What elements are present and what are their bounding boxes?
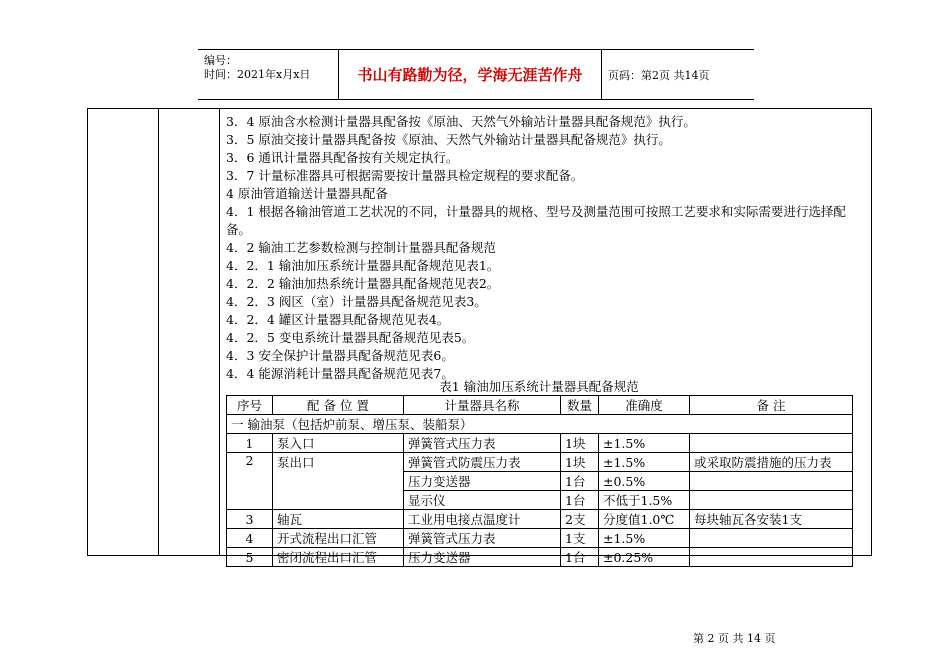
cell-quantity: 1台	[561, 548, 599, 567]
cell-quantity: 1块	[561, 434, 599, 453]
cell-instrument: 工业用电接点温度计	[404, 510, 561, 529]
frame-divider-1	[158, 109, 159, 555]
cell-instrument: 弹簧管式压力表	[404, 529, 561, 548]
paragraph: 3．6 通讯计量器具配备按有关规定执行。	[226, 150, 459, 165]
cell-accuracy: ±1.5%	[599, 529, 690, 548]
col-header-quantity: 数量	[561, 396, 599, 415]
table-title: 表1 输油加压系统计量器具配备规范	[439, 379, 639, 394]
cell-accuracy: 分度值1.0℃	[599, 510, 690, 529]
cell-no: 3	[227, 510, 273, 529]
cell-quantity: 1块	[561, 453, 599, 472]
table-section-row	[227, 415, 853, 434]
equipment-table	[226, 395, 853, 567]
cell-remarks	[690, 491, 853, 510]
section-label: 一 输油泵（包括炉前泵、增压泵、装船泵）	[227, 415, 853, 434]
paragraph: 3．4 原油含水检测计量器具配备按《原油、天然气外输站计量器具配备规范》执行。	[226, 114, 696, 129]
cell-instrument: 压力变送器	[404, 548, 561, 567]
cell-location: 开式流程出口汇管	[273, 529, 404, 548]
table-row	[227, 453, 853, 472]
col-header-remarks: 备 注	[690, 396, 853, 415]
table-header-row	[227, 396, 853, 415]
section-heading: 4 原油管道输送计量器具配备	[226, 186, 388, 201]
paragraph: 4．1 根据各输油管道工艺状况的不同，计量器具的规格、型号及测量范围可按照工艺要求和实际需要进行选择配备。	[226, 204, 846, 237]
cell-remarks	[690, 434, 853, 453]
header-meta	[198, 50, 339, 99]
cell-quantity: 1支	[561, 529, 599, 548]
cell-accuracy: ±1.5%	[599, 453, 690, 472]
cell-remarks	[690, 472, 853, 491]
cell-remarks: 或采取防震措施的压力表	[690, 453, 853, 472]
paragraph: 3．7 计量标准器具可根据需要按计量器具检定规程的要求配备。	[226, 168, 584, 183]
table-row	[227, 529, 853, 548]
paragraph: 4．4 能源消耗计量器具配备规范见表7。	[226, 366, 454, 381]
cell-accuracy: ±1.5%	[599, 434, 690, 453]
cell-quantity: 1台	[561, 472, 599, 491]
cell-location: 密闭流程出口汇管	[273, 548, 404, 567]
header-motto: 书山有路勤为径，学海无涯苦作舟	[339, 50, 602, 99]
paragraph: 4．2．3 阀区（室）计量器具配备规范见表3。	[226, 294, 487, 309]
table-row	[227, 510, 853, 529]
cell-no: 4	[227, 529, 273, 548]
cell-location: 泵出口	[273, 453, 404, 510]
cell-remarks	[690, 529, 853, 548]
col-header-location: 配 备 位 置	[273, 396, 404, 415]
paragraph: 4．2．2 输油加热系统计量器具配备规范见表2。	[226, 276, 500, 291]
cell-no: 1	[227, 434, 273, 453]
paragraph: 4．2．5 变电系统计量器具配备规范见表5。	[226, 330, 475, 345]
cell-instrument: 弹簧管式压力表	[404, 434, 561, 453]
table-row	[227, 434, 853, 453]
cell-remarks: 每块轴瓦各安装1支	[690, 510, 853, 529]
paragraph: 3．5 原油交接计量器具配备按《原油、天然气外输站计量器具配备规范》执行。	[226, 132, 671, 147]
cell-remarks	[690, 548, 853, 567]
page-footer: 第 2 页 共 14 页	[693, 632, 776, 645]
cell-instrument: 显示仪	[404, 491, 561, 510]
cell-accuracy: ±0.5%	[599, 472, 690, 491]
doc-number-label: 编号：	[204, 54, 237, 67]
cell-instrument: 弹簧管式防震压力表	[404, 453, 561, 472]
cell-no: 2	[227, 453, 273, 510]
paragraph: 4．2．1 输油加压系统计量器具配备规范见表1。	[226, 258, 500, 273]
table-row	[227, 548, 853, 567]
cell-quantity: 1台	[561, 491, 599, 510]
paragraph: 4．2．4 罐区计量器具配备规范见表4。	[226, 312, 450, 327]
cell-location: 轴瓦	[273, 510, 404, 529]
col-header-instrument: 计量器具名称	[404, 396, 561, 415]
cell-no: 5	[227, 548, 273, 567]
frame-divider-2	[219, 109, 220, 555]
cell-accuracy: 不低于1.5%	[599, 491, 690, 510]
header-page-number: 页码：第2页 共14页	[608, 68, 710, 82]
col-header-accuracy: 准确度	[599, 396, 690, 415]
cell-accuracy: ±0.25%	[599, 548, 690, 567]
cell-quantity: 2支	[561, 510, 599, 529]
doc-time-label: 时间：2021年x月x日	[204, 68, 311, 81]
cell-location: 泵入口	[273, 434, 404, 453]
col-header-no: 序号	[227, 396, 273, 415]
paragraph: 4．3 安全保护计量器具配备规范见表6。	[226, 348, 454, 363]
page-header	[198, 49, 754, 100]
body-text	[226, 113, 866, 383]
subsection-heading: 4．2 输油工艺参数检测与控制计量器具配备规范	[226, 240, 496, 255]
cell-instrument: 压力变送器	[404, 472, 561, 491]
